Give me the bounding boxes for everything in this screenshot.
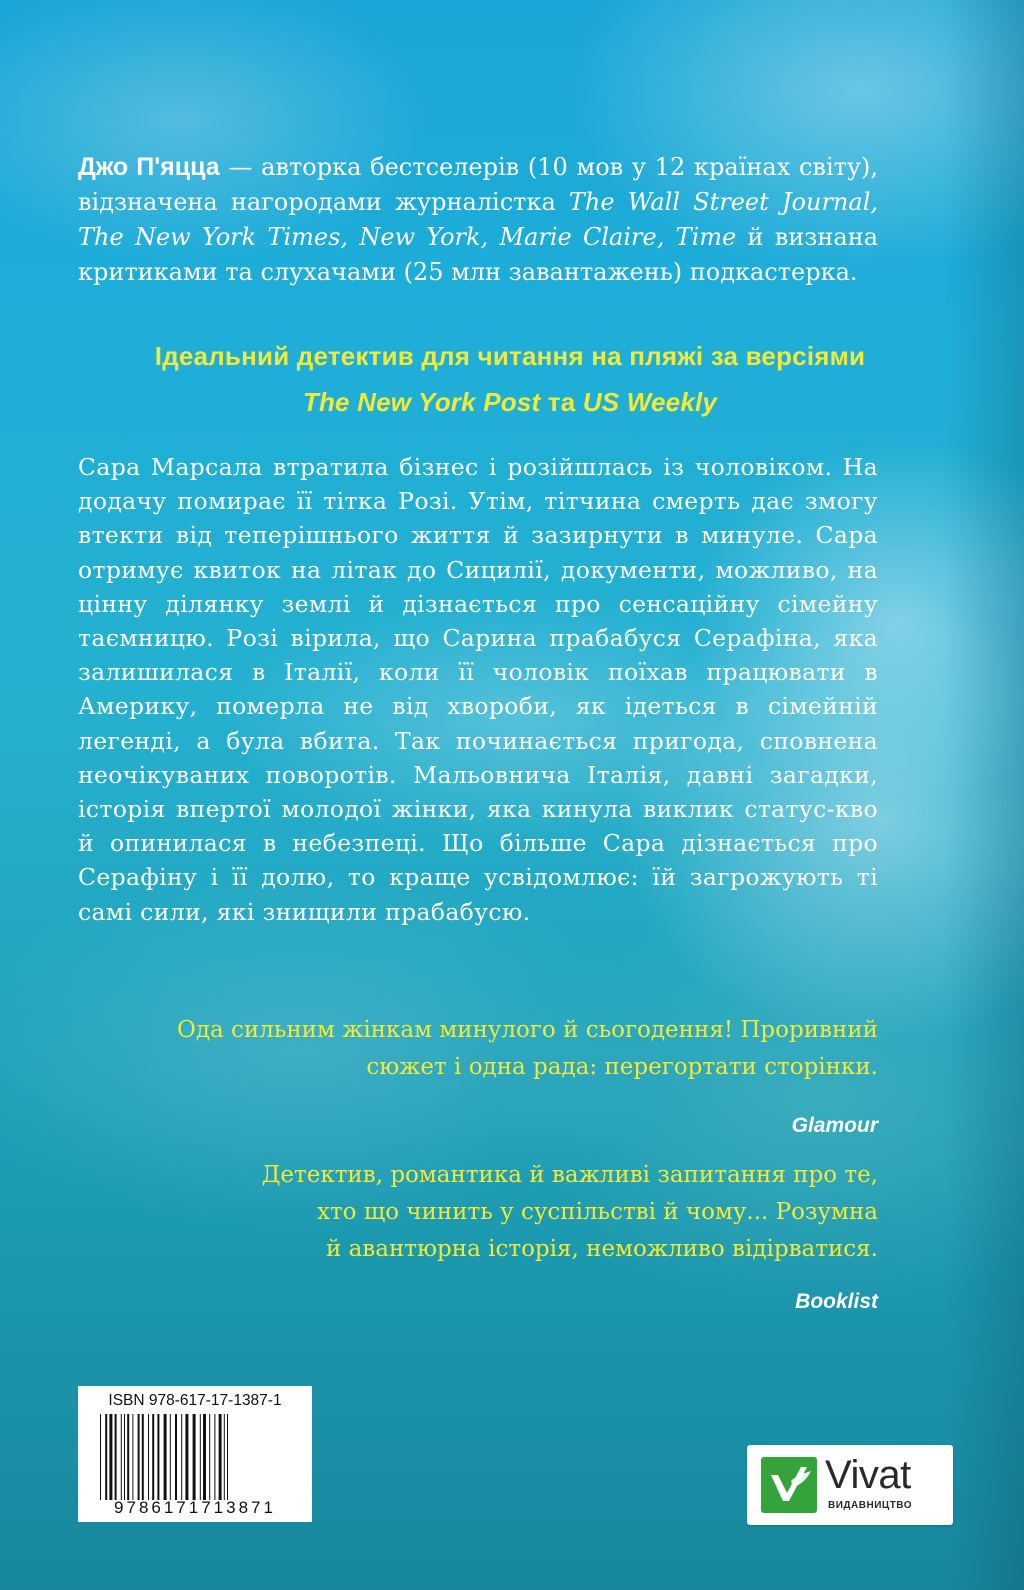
barcode-bar: [105, 1414, 107, 1500]
publisher-name: Vivat: [825, 1453, 911, 1497]
bio-text-2: й визнана критиками та слухачами (25 млн завантажень) подкастерка.: [78, 223, 879, 286]
barcode-digits: 9786171713871: [114, 1498, 276, 1517]
barcode-bar: [115, 1414, 117, 1500]
barcode-graphic: [98, 1414, 292, 1500]
barcode-bar: [124, 1414, 125, 1500]
barcode-bar: [109, 1414, 112, 1500]
barcode-bar: [164, 1414, 167, 1500]
isbn-barcode-box: [78, 1386, 312, 1522]
barcode-bar: [224, 1414, 225, 1500]
tagline: [70, 333, 950, 425]
author-bio: [78, 150, 878, 290]
barcode-bar: [132, 1414, 133, 1500]
barcode-bar: [148, 1414, 149, 1500]
review-quote-glamour: [158, 1012, 878, 1086]
barcode-bar: [170, 1414, 171, 1500]
barcode-bar: [138, 1414, 140, 1500]
barcode-bar: [193, 1414, 196, 1500]
vivat-leaf-icon: [761, 1457, 817, 1513]
barcode-bar: [185, 1414, 188, 1500]
barcode-bar: [127, 1414, 129, 1500]
tagline-conjunction: та: [540, 387, 583, 417]
barcode-bar: [200, 1414, 201, 1500]
review-quote-booklist: [158, 1157, 878, 1268]
quote-source-glamour: Glamour: [791, 1114, 878, 1137]
quote-line: й авантюрна історія, неможливо відірватися.: [325, 1236, 878, 1262]
quote-source-booklist: Booklist: [795, 1290, 878, 1313]
barcode-bar: [181, 1414, 182, 1500]
tagline-publication-1: The New York Post: [302, 387, 541, 417]
barcode-bar: [121, 1414, 122, 1500]
bio-text-1: — авторка бестселерів (10 мов у 12 країнах світу), відзначена нагородами журналістка: [78, 153, 879, 216]
tagline-line-1: Ідеальний детектив для читання на пляжі за версіями: [154, 341, 866, 371]
barcode-bar: [227, 1414, 228, 1500]
author-name: Джо П'яцца: [78, 153, 220, 181]
barcode-bar: [175, 1414, 177, 1500]
barcode-bar: [203, 1414, 206, 1500]
tagline-line-2: [70, 379, 950, 425]
barcode-bar: [152, 1414, 154, 1500]
book-synopsis: Сара Марсала втратила бізнес і розійшлась із чоловіком. На додачу помирає її тітка Розі. Утім, тітчина смерть дає змогу втекти від теперішнього життя й зазирнути в минуле. Сара отримує квиток на літак до Сицилії, документи, можливо, на цінну ділянку землі й дізнається про сенсаційну сімейну таємницю. Розі вірила, що Сарина прабабуся Серафіна, яка залишилася в Італії, коли її чоловік поїхав працювати в Америку, померла не від хвороби, як ідеться в сімейній легенді, а була вбита. Так починається пригода, сповнена неочікуваних поворотів. Мальовнича Італія, давні загадки, історія впертої молодої жінки, яка кинула виклик статус-кво й опинилася в небезпеці. Що більше Сара дізнається про Серафіну і її долю, то краще усвідомлює: їй загрожують ті самі сили, які знищили прабабусю.: [78, 453, 878, 926]
barcode-bar: [100, 1414, 101, 1500]
quote-line: сюжет і одна рада: перегортати сторінки.: [366, 1054, 878, 1080]
publisher-subtitle: ВИДАВНИЦТВО: [828, 1500, 913, 1511]
bio-publications: The Wall Street Journal, The New York Times, New York, Marie Claire, Time: [78, 188, 878, 251]
quote-line: Ода сильним жінкам минулого й сьогодення! Проривний: [176, 1017, 878, 1043]
tagline-publication-2: US Weekly: [582, 387, 718, 417]
barcode-bar: [157, 1414, 159, 1500]
isbn-label: ISBN 978-617-17-1387-1: [108, 1392, 282, 1409]
barcode-bar: [219, 1414, 222, 1500]
quote-line: Детектив, романтика й важливі запитання про те,: [261, 1162, 878, 1188]
spine-shadow: [944, 0, 1024, 1590]
barcode-bar: [214, 1414, 215, 1500]
quote-line: хто що чинить у суспільстві й чому... Розумна: [316, 1199, 878, 1225]
publisher-logo: [747, 1445, 953, 1525]
barcode-bar: [142, 1414, 144, 1500]
barcode-bar: [209, 1414, 210, 1500]
